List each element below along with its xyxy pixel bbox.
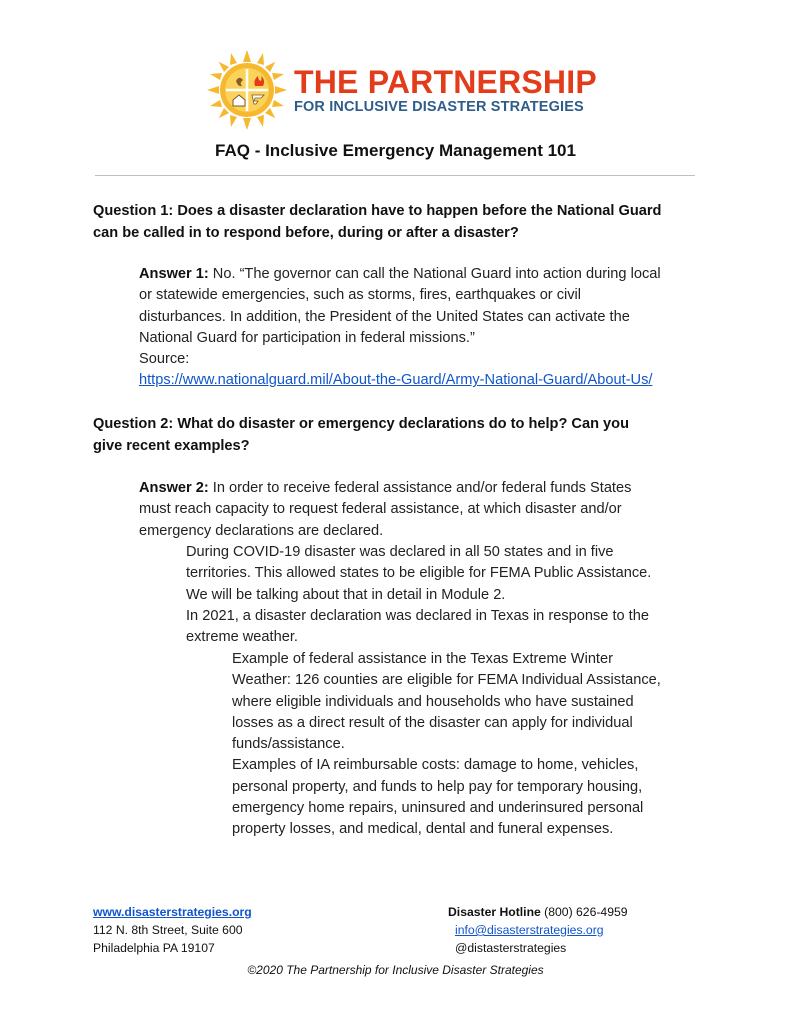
example-line: funds/assistance. bbox=[232, 736, 345, 753]
detail-line: extreme weather. bbox=[186, 629, 298, 646]
answer-1-line: or statewide emergencies, such as storms, fires, earthquakes or civil bbox=[139, 287, 582, 304]
detail-line: In 2021, a disaster declaration was declared in Texas in response to the bbox=[186, 607, 649, 624]
detail-line: territories. This allowed states to be eligible for FEMA Public Assistance. bbox=[186, 565, 652, 582]
copyright: ©2020 The Partnership for Inclusive Disaster Strategies bbox=[247, 963, 544, 977]
answer-1-line: Source: bbox=[139, 351, 190, 368]
page-title: FAQ - Inclusive Emergency Management 101 bbox=[215, 141, 576, 160]
answer-2-details bbox=[186, 542, 651, 648]
answer-1-first-line bbox=[139, 264, 719, 285]
example-line: Example of federal assistance in the Texas Extreme Winter bbox=[232, 651, 613, 667]
example-line: Weather: 126 counties are eligible for FEMA Individual Assistance, bbox=[232, 672, 661, 689]
question-1-line: Question 1: Does a disaster declaration have to happen before the National Guard bbox=[93, 203, 662, 219]
question-1-line: can be called in to respond before, during or after a disaster? bbox=[93, 225, 519, 241]
divider bbox=[95, 175, 695, 176]
answer-2-first-line bbox=[139, 478, 719, 499]
example-line: emergency home repairs, uninsured and underinsured personal bbox=[232, 800, 644, 817]
answer-2-text: In order to receive federal assistance and/or federal funds States bbox=[208, 480, 632, 496]
footer-address-line: Philadelphia PA 19107 bbox=[93, 941, 215, 955]
answer-1-label: Answer 1: bbox=[139, 266, 209, 282]
detail-line: We will be talking about that in detail in Module 2. bbox=[186, 586, 506, 603]
footer-address-line: 112 N. 8th Street, Suite 600 bbox=[93, 923, 243, 937]
email-link[interactable]: info@disasterstrategies.org bbox=[455, 923, 604, 937]
answer-2 bbox=[139, 478, 719, 542]
example-line: where eligible individuals and households who have sustained bbox=[232, 693, 634, 710]
example-line: property losses, and medical, dental and funeral expenses. bbox=[232, 821, 614, 838]
hotline-number: (800) 626-4959 bbox=[540, 905, 628, 919]
footer-right bbox=[448, 903, 628, 957]
answer-1-text: No. “The governor can call the National Guard into action during local bbox=[208, 266, 661, 282]
logo-subtitle: FOR INCLUSIVE DISASTER STRATEGIES bbox=[294, 99, 584, 115]
social-handle: @distasterstrategies bbox=[455, 941, 567, 955]
logo-title: THE PARTNERSHIP bbox=[294, 64, 597, 100]
answer-1-line: disturbances. In addition, the President of the United States can activate the bbox=[139, 308, 630, 325]
example-line: losses as a direct result of the disaster can apply for individual bbox=[232, 714, 633, 731]
detail-line: During COVID-19 disaster was declared in all 50 states and in five bbox=[186, 544, 614, 560]
national-guard-source-link[interactable]: https://www.nationalguard.mil/About-the-Guard/Army-National-Guard/About-Us/ bbox=[139, 372, 653, 389]
question-2-line: give recent examples? bbox=[93, 438, 250, 454]
answer-2-examples bbox=[232, 649, 661, 841]
answer-1-line: National Guard for participation in federal missions.” bbox=[139, 329, 475, 346]
example-line: Examples of IA reimbursable costs: damage to home, vehicles, bbox=[232, 757, 639, 774]
footer-hotline bbox=[448, 903, 628, 921]
footer-left bbox=[93, 903, 252, 957]
question-1 bbox=[93, 200, 713, 244]
organization-logo-icon bbox=[205, 48, 289, 132]
hotline-label: Disaster Hotline bbox=[448, 905, 541, 919]
example-line: personal property, and funds to help pay for temporary housing, bbox=[232, 778, 643, 795]
website-link[interactable]: www.disasterstrategies.org bbox=[93, 905, 252, 919]
question-2-line: Question 2: What do disaster or emergency declarations do to help? Can you bbox=[93, 416, 630, 432]
answer-1 bbox=[139, 264, 719, 392]
answer-2-label: Answer 2: bbox=[139, 480, 209, 496]
question-2 bbox=[93, 413, 713, 457]
answer-2-line: must reach capacity to request federal assistance, at which disaster and/or bbox=[139, 501, 622, 518]
answer-2-line: emergency declarations are declared. bbox=[139, 522, 384, 539]
